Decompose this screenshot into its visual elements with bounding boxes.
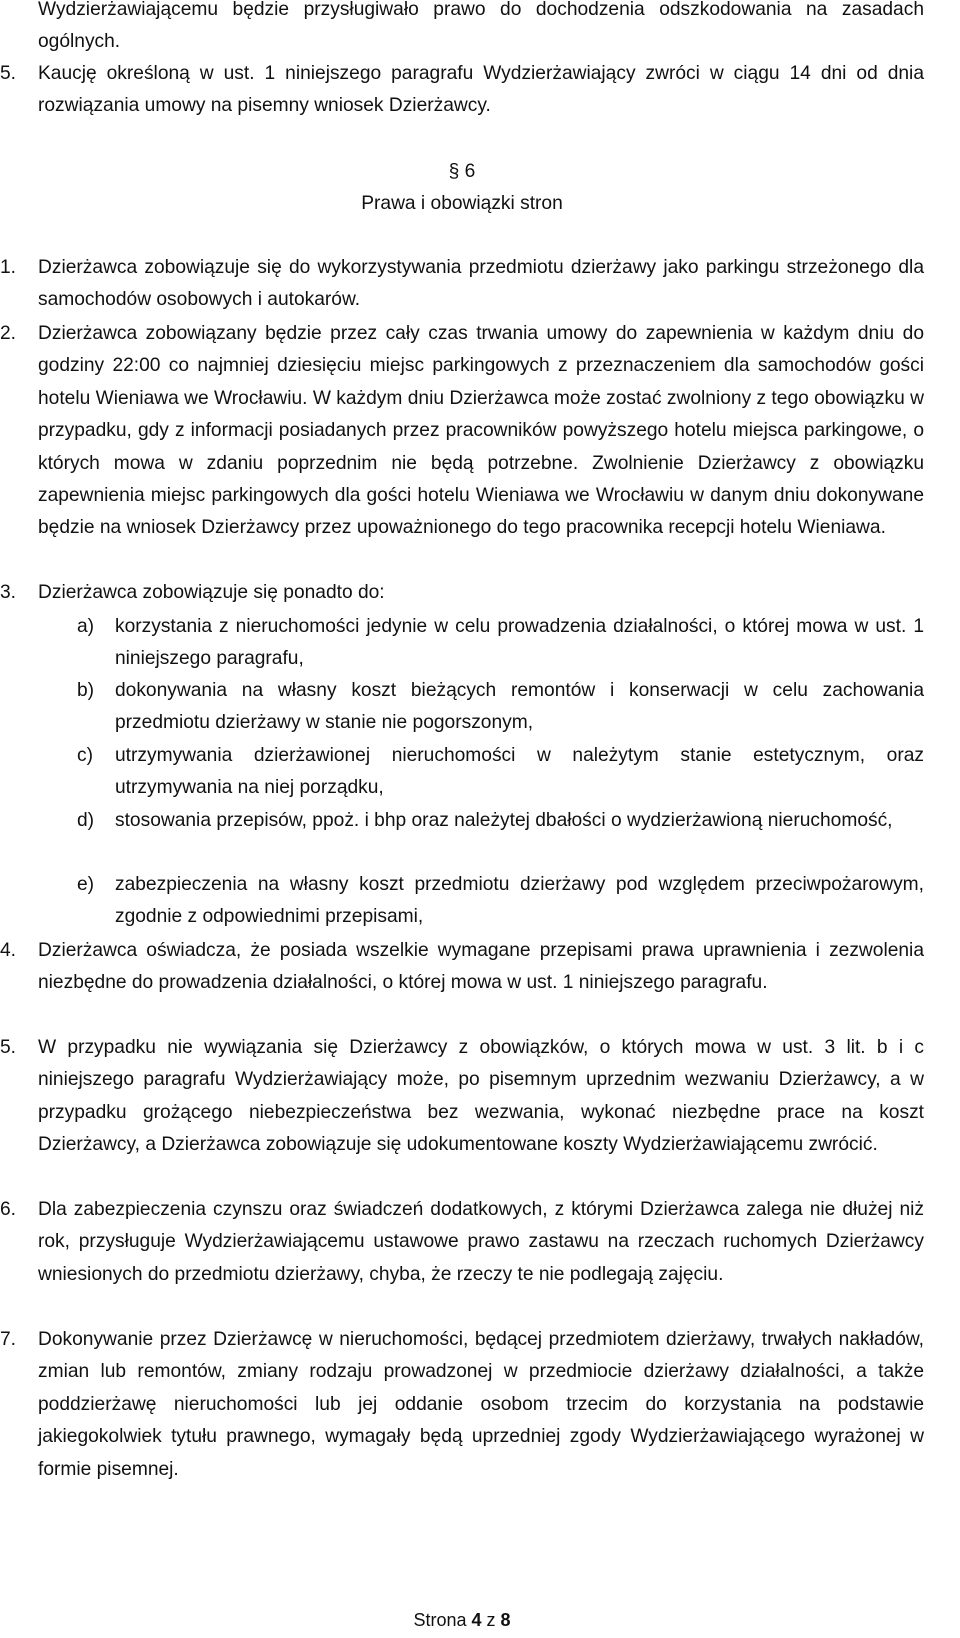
section-number: § 6 (448, 161, 476, 182)
item-text: Dokonywanie przez Dzierżawcę w nieruchomości, będącej przedmiotem dzierżawy, trwałych nakładów, zmian lub remontów, zmiany rodzaju prowadzonej w przedmiocie dzierżawy działalności, a także poddzierżawę nieruchomości lub jej oddanie osobom trzecim do korzystania na podstawie jakiegokolwiek tytułu prawnego, wymagały będą uprzedniej zgody Wydzierżawiającego wyrażonej w formie pisemnej. (38, 1329, 924, 1480)
sub-item-text: utrzymywania dzierżawionej nieruchomości w należytym stanie estetycznym, oraz utrzymywania na niej porządku, (115, 745, 924, 799)
item-text: Dzierżawca zobowiązuje się ponadto do: (38, 582, 385, 603)
continued-paragraph: Wydzierżawiającemu będzie przysługiwało prawo do dochodzenia odszkodowania na zasadach ogólnych. (38, 0, 924, 53)
page-separator: z (486, 1610, 496, 1630)
item-number: 2. (0, 323, 17, 344)
sub-item-text: zabezpieczenia na własny koszt przedmiotu dzierżawy pod względem przeciwpożarowym, zgodnie z odpowiednimi przepisami, (115, 874, 924, 928)
item-text: W przypadku nie wywiązania się Dzierżawcy z obowiązków, o których mowa w ust. 3 lit. b i c niniejszego paragrafu Wydzierżawiający może, po pisemnym uprzednim wezwaniu Dzierżawcy, a w przypadku grożącego niebezpieczeństwa bez wezwania, wykonać niezbędne prace na koszt Dzierżawcy, a Dzierżawca zobowiązuje się udokumentowane koszty Wydzierżawiającemu zwrócić. (38, 1037, 924, 1156)
sub-item-text: stosowania przepisów, ppoż. i bhp oraz należytej dbałości o wydzierżawioną nieruchomość, (115, 810, 893, 831)
sub-item-letter: b) (77, 680, 95, 701)
sub-item-text: korzystania z nieruchomości jedynie w celu prowadzenia działalności, o której mowa w ust. 1 niniejszego paragrafu, (115, 616, 924, 670)
sub-item-letter: c) (77, 745, 93, 766)
item-number: 5. (0, 63, 17, 84)
item-number: 5. (0, 1037, 17, 1058)
item-number: 3. (0, 582, 17, 603)
item-text: Dzierżawca zobowiązany będzie przez cały czas trwania umowy do zapewnienia w każdym dniu do godziny 22:00 co najmniej dziesięciu miejsc parkingowych z przeznaczeniem dla samochodów gości hotelu Wieniawa we Wrocławiu. W każdym dniu Dzierżawca może zostać zwolniony z tego obowiązku w przypadku, gdy z informacji posiadanych przez pracowników powyższego hotelu miejsca parkingowe, o których mowa w zdaniu poprzednim nie będą potrzebne. Zwolnienie Dzierżawcy z obowiązku zapewnienia miejsc parkingowych dla gości hotelu Wieniawa we Wrocławiu w danym dniu dokonywane będzie na wniosek Dzierżawcy przez upoważnionego do tego pracownika recepcji hotelu Wieniawa. (38, 323, 924, 539)
item-number: 7. (0, 1329, 17, 1350)
item-number: 1. (0, 257, 17, 278)
sub-item-letter: d) (77, 810, 95, 831)
page-footer (0, 1608, 924, 1632)
item-text: Dzierżawca oświadcza, że posiada wszelkie wymagane przepisami prawa uprawnienia i zezwolenia niezbędne do prowadzenia działalności, o której mowa w ust. 1 niniejszego paragrafu. (38, 940, 924, 994)
item-number: 4. (0, 940, 17, 961)
current-page-number: 4 (471, 1610, 482, 1630)
item-text: Kaucję określoną w ust. 1 niniejszego paragrafu Wydzierżawiający zwróci w ciągu 14 dni od dnia rozwiązania umowy na pisemny wniosek Dzierżawcy. (38, 63, 924, 117)
item-text: Dzierżawca zobowiązuje się do wykorzystywania przedmiotu dzierżawy jako parkingu strzeżonego dla samochodów osobowych i autokarów. (38, 257, 924, 311)
item-text: Dla zabezpieczenia czynszu oraz świadczeń dodatkowych, z którymi Dzierżawca zalega nie dłużej niż rok, przysługuje Wydzierżawiającemu ustawowe prawo zastawu na rzeczach ruchomych Dzierżawcy wniesionych do przedmiotu dzierżawy, chyba, że rzeczy te nie podlegają zajęciu. (38, 1199, 924, 1285)
section-title: Prawa i obowiązki stron (361, 193, 563, 214)
total-page-count: 8 (500, 1610, 511, 1630)
item-number: 6. (0, 1199, 17, 1220)
sub-item-text: dokonywania na własny koszt bieżących remontów i konserwacji w celu zachowania przedmiotu dzierżawy w stanie nie pogorszonym, (115, 680, 924, 734)
sub-item-letter: a) (77, 616, 95, 637)
page-label: Strona (413, 1610, 467, 1630)
sub-item-letter: e) (77, 874, 95, 895)
